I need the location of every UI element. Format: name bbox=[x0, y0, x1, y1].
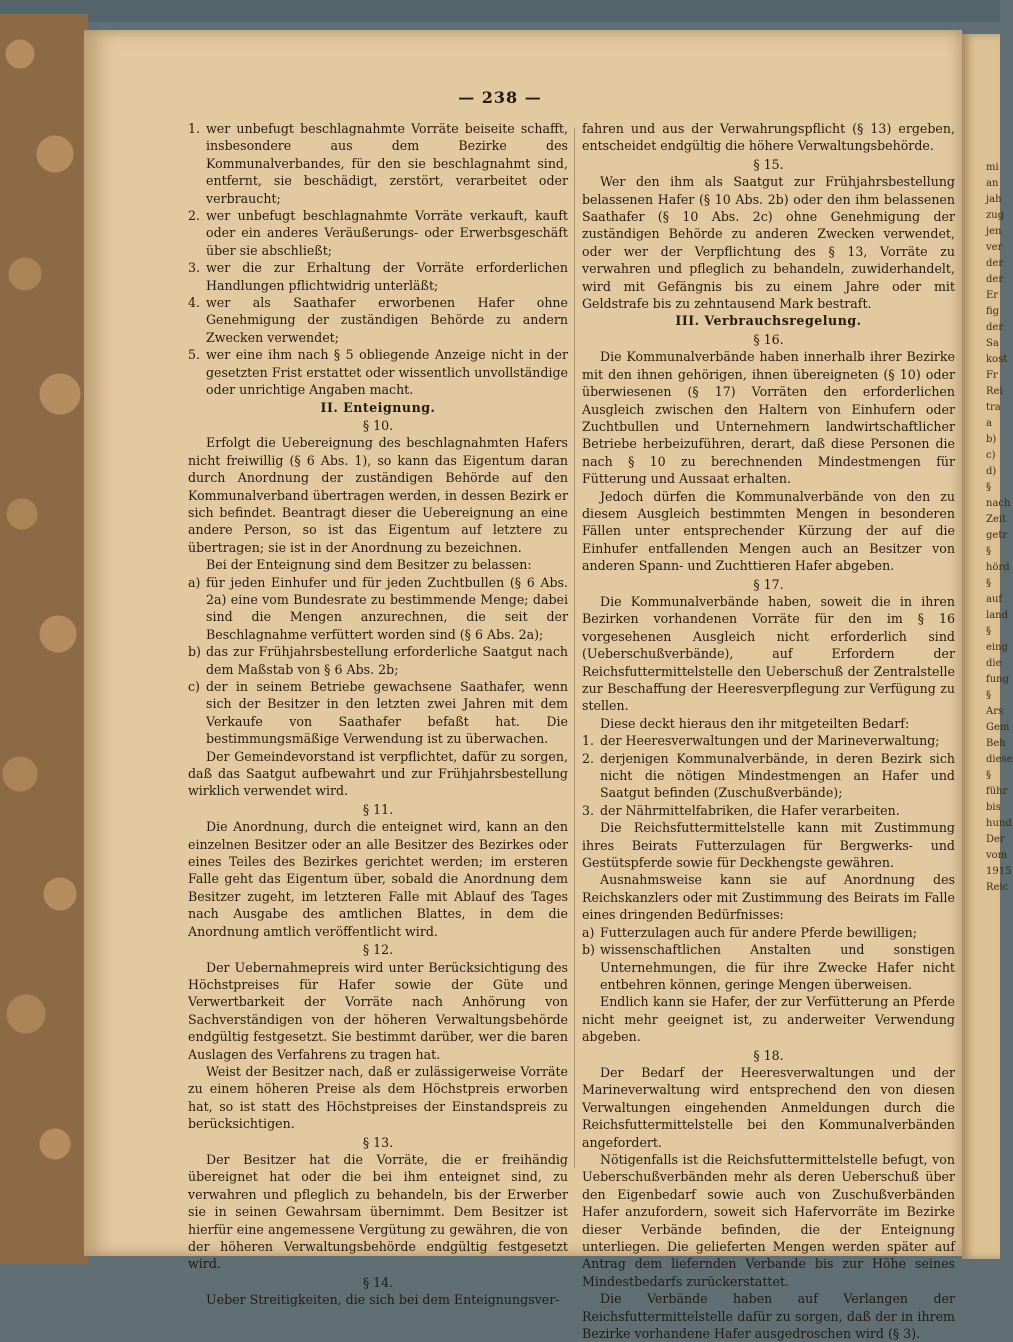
demand-list bbox=[582, 732, 955, 819]
heading-verbrauchsregelung: III. Verbrauchsregelung. bbox=[675, 313, 862, 329]
paragraph-continued: fahren und aus der Verwahrungspflicht (§ 13) ergeben, entscheidet endgültig die höhere Verwaltungsbehörde. bbox=[582, 121, 955, 154]
next-page-fragment: § bbox=[986, 482, 991, 493]
next-page-fragment: diese bbox=[986, 754, 1013, 765]
list-item bbox=[188, 678, 568, 748]
paragraph: Der Uebernahmepreis wird unter Berücksichtigung des Höchstpreises für Hafer sowie der Güte und Verwertbarkeit der Vorräte nach Anhörung von Sachverständigen von der höheren Verwaltungsbehörde endgültig festgesetzt. Sie bestimmt darüber, wer die baren Auslagen des Verfahrens zu tragen hat. bbox=[188, 959, 568, 1062]
next-page-fragment: jen bbox=[986, 226, 1002, 237]
next-page-fragment: tra bbox=[986, 402, 1001, 413]
retained-items-list bbox=[188, 574, 568, 748]
list-item bbox=[188, 346, 568, 398]
paragraph: Jedoch dürfen die Kommunalverbände von den zu diesem Ausgleich bestimmten Mengen in besonderen Fällen unter entsprechender Kürzung der auf die Einhufer entfallenden Mengen auch an Besitzer von anderen Spann- und Zuchttieren Hafer abgeben. bbox=[582, 488, 955, 574]
paragraph: Die Anordnung, durch die enteignet wird, kann an den einzelnen Besitzer oder an alle Besitzer des Bezirkes oder eines Teiles des Bezirkes gerichtet werden; im ersteren Falle geht das Eigentum über, sobald die Anordnung dem Besitzer zugeht, im letzteren Falle mit Ablauf des Tages nach Ausgabe des amtlichen Blattes, in dem die Anordnung amtlich veröffentlicht wird. bbox=[188, 819, 568, 939]
next-page-fragment: mi bbox=[986, 162, 999, 173]
list-marker: 2. bbox=[582, 750, 595, 766]
next-page-fragment: nach bbox=[986, 498, 1011, 509]
next-page-fragment: hörd bbox=[986, 562, 1010, 573]
section-13: § 13. bbox=[362, 1134, 394, 1150]
next-page-fragment: b) bbox=[986, 434, 997, 445]
next-page-fragment: führ bbox=[986, 786, 1008, 797]
list-item-text: Futterzulagen auch für andere Pferde bewilligen; bbox=[600, 924, 917, 940]
paragraph: Bei der Enteignung sind dem Besitzer zu belassen: bbox=[206, 557, 532, 573]
paragraph: Nötigenfalls ist die Reichsfuttermittelstelle befugt, von Ueberschußverbänden mehr als deren Ueberschuß über den Eigenbedarf sowie auch von Zuschußverbänden Hafer anzufordern, soweit sich Hafervorräte im Bezirke dieser Verbände befinden, die der Enteignung unterliegen. Die gelieferten Mengen werden später auf Antrag dem liefernden Verbande bis zur Höhe seines Mindestbedarfs zurückerstattet. bbox=[582, 1151, 955, 1289]
next-page-fragment: § bbox=[986, 690, 991, 701]
list-item bbox=[188, 574, 568, 644]
list-item-text: der Heeresverwaltungen und der Marineverwaltung; bbox=[600, 733, 940, 749]
section-11: § 11. bbox=[362, 801, 394, 817]
next-page-fragment: Sa bbox=[986, 338, 999, 349]
list-item bbox=[188, 259, 568, 294]
section-14: § 14. bbox=[362, 1274, 394, 1290]
list-item bbox=[582, 924, 955, 941]
list-item bbox=[582, 750, 955, 802]
list-item-text: wer unbefugt beschlagnahmte Vorräte beiseite schafft, insbesondere aus dem Bezirke des Kommunalverbandes, für den sie beschlagnahmt sind, entfernt, sie beschädigt, zerstört, verarbeitet oder verbraucht; bbox=[206, 121, 568, 206]
next-page-fragment: zug bbox=[986, 210, 1005, 221]
book-cover-edge bbox=[0, 14, 88, 1264]
paragraph: Der Gemeindevorstand ist verpflichtet, dafür zu sorgen, daß das Saatgut aufbewahrt und zur Frühjahrsbestellung wirklich verwendet wird. bbox=[188, 748, 568, 799]
list-marker: a) bbox=[582, 924, 595, 940]
list-marker: c) bbox=[188, 679, 200, 694]
heading-enteignung: II. Enteignung. bbox=[320, 399, 436, 415]
offense-list bbox=[188, 120, 568, 399]
list-item-text: wer eine ihm nach § 5 obliegende Anzeige nicht in der gesetzten Frist erstattet oder wissentlich unvollständige oder unrichtige Angaben macht. bbox=[206, 347, 568, 398]
next-page-fragment: land bbox=[986, 610, 1009, 621]
next-page-fragment: eing bbox=[986, 642, 1008, 653]
section-18: § 18. bbox=[753, 1047, 784, 1063]
section-15: § 15. bbox=[753, 156, 784, 172]
list-marker: a) bbox=[188, 574, 201, 590]
next-page-fragment: bis bbox=[986, 802, 1001, 813]
next-page-fragment: Zeit bbox=[986, 514, 1007, 525]
next-page-fragment: der bbox=[986, 322, 1004, 333]
next-page-fragment: jah bbox=[986, 194, 1002, 205]
list-marker: 1. bbox=[188, 121, 201, 136]
list-item bbox=[582, 941, 955, 993]
scanner-background-top bbox=[0, 0, 1000, 22]
paragraph: Ueber Streitigkeiten, die sich bei dem Enteignungsver- bbox=[206, 1292, 560, 1308]
paragraph: Die Kommunalverbände haben, soweit die in ihren Bezirken vorhandenen Vorräte für den im § 16 vorgesehenen Ausgleich nicht erforderlich sind (Ueberschußverbände), auf Erfordern der Reichsfuttermittelstelle den Ueberschuß der Zentralstelle zur Beschaffung der Heeresverpflegung zur Verfügung zu stellen. bbox=[582, 593, 955, 714]
section-17: § 17. bbox=[753, 576, 784, 592]
next-page-fragment: der bbox=[986, 258, 1004, 269]
column-divider bbox=[574, 128, 575, 1168]
list-item bbox=[188, 207, 568, 259]
next-page-fragment: § bbox=[986, 578, 991, 589]
next-page-fragment: Er bbox=[986, 290, 999, 301]
section-10: § 10. bbox=[362, 417, 394, 433]
list-marker: b) bbox=[582, 942, 595, 958]
list-marker: 3. bbox=[188, 260, 201, 276]
page-number: — 238 — bbox=[458, 88, 542, 107]
paragraph: Der Bedarf der Heeresverwaltungen und der Marineverwaltung wird entsprechend den von diesen Verwaltungen eingehenden Anmeldungen durch die Reichsfuttermittelstelle bei den Kommunalverbänden angefordert. bbox=[582, 1064, 955, 1150]
list-marker: 3. bbox=[582, 802, 595, 818]
next-page-edge bbox=[962, 34, 1013, 1259]
next-page-fragment: Rei bbox=[986, 386, 1003, 397]
next-page-fragment: 1915 bbox=[986, 866, 1012, 877]
list-marker: 1. bbox=[582, 733, 595, 749]
next-page-fragment: Ars bbox=[986, 706, 1004, 717]
next-page-fragment: d) bbox=[986, 466, 997, 477]
paragraph: Weist der Besitzer nach, daß er zulässigerweise Vorräte zu einem höheren Preise als dem Höchstpreis erworben hat, so ist statt des Höchstpreises der Einstandspreis zu berücksichtigen. bbox=[188, 1063, 568, 1132]
next-page-fragment: an bbox=[986, 178, 999, 189]
next-page-fragment: fung bbox=[986, 674, 1009, 685]
next-page-fragment: Reic bbox=[986, 882, 1009, 893]
list-item-text: wer als Saathafer erworbenen Hafer ohne Genehmigung der zuständigen Behörde zu andern Zwecken verwendet; bbox=[206, 295, 568, 345]
next-page-fragment: hund bbox=[986, 818, 1012, 829]
list-marker: 2. bbox=[188, 208, 201, 224]
next-page-fragment: Der bbox=[986, 834, 1005, 845]
next-page-fragment: Gem bbox=[986, 722, 1010, 733]
list-marker: 5. bbox=[188, 347, 201, 363]
next-page-fragment: § bbox=[986, 546, 991, 557]
section-16: § 16. bbox=[753, 331, 784, 347]
paragraph: Diese deckt hieraus den ihr mitgeteilten Bedarf: bbox=[600, 715, 910, 731]
next-page-fragment: Fr bbox=[986, 370, 998, 381]
list-item bbox=[582, 802, 955, 819]
next-page-fragment: kost bbox=[986, 354, 1008, 365]
list-item-text: wissenschaftlichen Anstalten und sonstigen Unternehmungen, die für ihre Zwecke Hafer nicht entbehren können, geringe Mengen überweisen. bbox=[600, 942, 955, 992]
exception-list bbox=[582, 924, 955, 994]
next-page-fragment: ver bbox=[986, 242, 1003, 253]
next-page-fragment: c) bbox=[986, 450, 996, 461]
next-page-fragment: die bbox=[986, 658, 1002, 669]
paragraph: Der Besitzer hat die Vorräte, die er freihändig übereignet hat oder die bei ihm enteignet sind, zu verwahren und pfleglich zu behandeln, bis der Erwerber sie in seinen Gewahrsam übernimmt. Dem Besitzer ist hierfür eine angemessene Vergütung zu gewähren, die von der höheren Verwaltungsbehörde endgültig festgesetzt wird. bbox=[188, 1151, 568, 1272]
next-page-fragment: vom bbox=[986, 850, 1008, 861]
next-page-fragment: § bbox=[986, 626, 991, 637]
left-column bbox=[188, 120, 568, 1309]
next-page-fragment: getr bbox=[986, 530, 1008, 541]
list-item-text: das zur Frühjahrsbestellung erforderliche Saatgut nach dem Maßstab von § 6 Abs. 2b; bbox=[206, 644, 568, 677]
list-item bbox=[188, 120, 568, 207]
list-item-text: derjenigen Kommunalverbände, in deren Bezirk sich nicht die nötigen Mindestmengen an Hafer und Saatgut befinden (Zuschußverbände); bbox=[600, 750, 955, 801]
paragraph: Erfolgt die Uebereignung des beschlagnahmten Hafers nicht freiwillig (§ 6 Abs. 1), so kann das Eigentum daran durch Anordnung der zuständigen Behörde auf den Kommunalverband übertragen werden, in dessen Bezirk er sich befindet. Beantragt dieser die Uebereignung an eine andere Person, so ist das Eigentum auf letztere zu übertragen; sie ist in der Anordnung zu bezeichnen. bbox=[188, 435, 568, 555]
list-marker: b) bbox=[188, 644, 201, 660]
next-page-fragment: a bbox=[986, 418, 992, 429]
next-page-fragment: auf bbox=[986, 594, 1003, 605]
paragraph: Die Reichsfuttermittelstelle kann mit Zustimmung ihres Beirats Futterzulagen für Bergwerks- und Gestütspferde sowie für Deckhengste gewähren. bbox=[582, 820, 955, 871]
paragraph: Die Kommunalverbände haben innerhalb ihrer Bezirke mit den ihnen gehörigen, ihnen übereigneten (§ 10) oder überwiesenen (§ 17) Vorräten den erforderlichen Ausgleich zwischen den Haltern von Einhufern oder Zuchtbullen und Unternehmern landwirtschaftlicher Betriebe herbeizuführen, derart, daß diese Personen die nach § 10 zu berechnenden Mindestmengen für Fütterung und Aussaat erhalten. bbox=[582, 349, 955, 487]
list-item-text: der in seinem Betriebe gewachsene Saathafer, wenn sich der Besitzer in den letzten zwei Jahren mit dem Verkaufe von Saathafer befaßt hat. Die bestimmungsmäßige Verwendung ist zu überwachen. bbox=[206, 679, 568, 747]
paragraph: Wer den ihm als Saatgut zur Frühjahrsbestellung belassenen Hafer (§ 10 Abs. 2b) oder den ihm belassenen Saathafer (§ 10 Abs. 2c) ohne Genehmigung der zuständigen Behörde zu anderen Zwecken verwendet, oder wer der Verpflichtung des § 13, Vorräte zu verwahren und pfleglich zu behandeln, zuwiderhandelt, wird mit Gefängnis bis zu einem Jahre oder mit Geldstrafe bis zu zehntausend Mark bestraft. bbox=[582, 174, 955, 312]
list-item-text: wer die zur Erhaltung der Vorräte erforderlichen Handlungen pflichtwidrig unterläßt; bbox=[206, 260, 568, 293]
next-page-fragment: fig bbox=[986, 306, 1000, 317]
paragraph: Endlich kann sie Hafer, der zur Verfütterung an Pferde nicht mehr geeignet ist, zu anderweiter Verwendung abgeben. bbox=[582, 994, 955, 1045]
next-page-fragment: § bbox=[986, 770, 991, 781]
list-item bbox=[188, 643, 568, 678]
list-item bbox=[582, 732, 955, 749]
list-marker: 4. bbox=[188, 295, 201, 311]
list-item-text: für jeden Einhufer und für jeden Zuchtbullen (§ 6 Abs. 2a) eine vom Bundesrate zu bestimmende Menge; dabei sind die Mengen anzurechnen, die seit der Beschlagnahme verfüttert worden sind (§ 6 Abs. 2a); bbox=[206, 574, 568, 642]
list-item-text: der Nährmittelfabriken, die Hafer verarbeiten. bbox=[600, 802, 900, 818]
next-page-fragment: Beh bbox=[986, 738, 1006, 749]
list-item-text: wer unbefugt beschlagnahmte Vorräte verkauft, kauft oder ein anderes Veräußerungs- oder Erwerbsgeschäft über sie abschließt; bbox=[206, 208, 568, 258]
paragraph: Ausnahmsweise kann sie auf Anordnung des Reichskanzlers oder mit Zustimmung des Beirats im Falle eines dringenden Bedürfnisses: bbox=[582, 872, 955, 923]
paragraph: Die Verbände haben auf Verlangen der Reichsfuttermittelstelle dafür zu sorgen, daß der in ihrem Bezirke vorhandene Hafer ausgedroschen wird (§ 3). bbox=[582, 1291, 955, 1342]
list-item bbox=[188, 294, 568, 346]
section-12: § 12. bbox=[362, 942, 394, 958]
right-column bbox=[582, 120, 955, 1342]
next-page-fragment: der bbox=[986, 274, 1004, 285]
